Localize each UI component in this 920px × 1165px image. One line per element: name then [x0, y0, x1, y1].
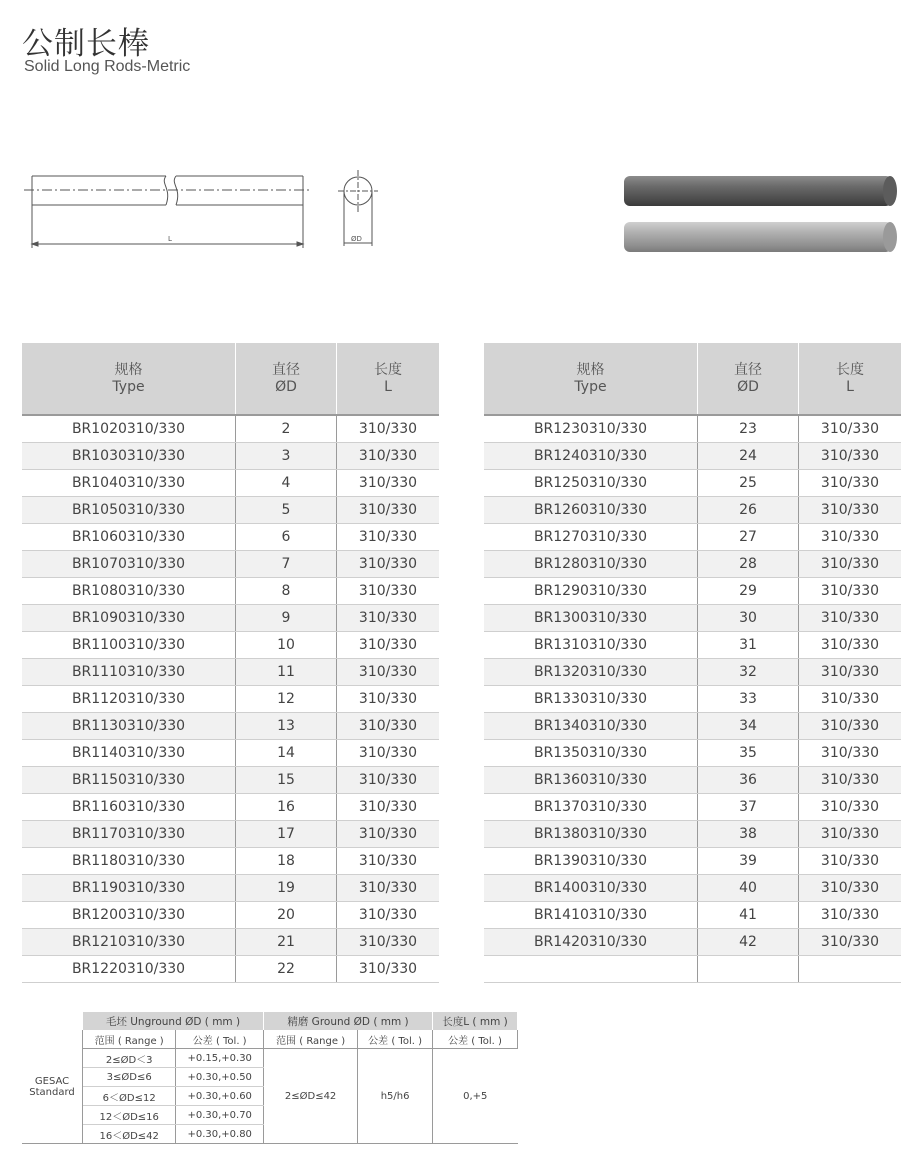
diameter-cell: 39	[698, 848, 799, 875]
type-cell: BR1180310/330	[22, 848, 236, 875]
length-cell	[799, 956, 902, 983]
diameter-cell: 31	[698, 632, 799, 659]
table-row	[22, 632, 439, 659]
unground-tol-cell: +0.30,+0.60	[176, 1087, 264, 1106]
length-cell: 310/330	[799, 470, 902, 497]
diameter-cell: 36	[698, 767, 799, 794]
table-row	[22, 659, 439, 686]
type-cell: BR1090310/330	[22, 605, 236, 632]
unground-tol-cell: +0.30,+0.50	[176, 1068, 264, 1087]
type-cell: BR1340310/330	[484, 713, 698, 740]
type-cell: BR1410310/330	[484, 902, 698, 929]
type-cell: BR1140310/330	[22, 740, 236, 767]
table-row	[22, 551, 439, 578]
tolerance-table	[22, 1012, 518, 1144]
diameter-cell: 6	[236, 524, 337, 551]
page-title: 公制长棒	[22, 26, 150, 62]
table-row	[484, 551, 901, 578]
diameter-cell: 24	[698, 443, 799, 470]
diameter-cell: 28	[698, 551, 799, 578]
header-type: 规格 Type	[484, 343, 698, 415]
diameter-cell: 38	[698, 821, 799, 848]
type-cell: BR1260310/330	[484, 497, 698, 524]
type-cell: BR1200310/330	[22, 902, 236, 929]
type-cell: BR1030310/330	[22, 443, 236, 470]
length-cell: 310/330	[337, 713, 440, 740]
header-type: 规格 Type	[22, 343, 236, 415]
table-row	[22, 470, 439, 497]
diameter-cell: 15	[236, 767, 337, 794]
unground-tol-cell: +0.15,+0.30	[176, 1049, 264, 1068]
unground-tol-cell: +0.30,+0.70	[176, 1106, 264, 1125]
type-cell: BR1120310/330	[22, 686, 236, 713]
tol-blank-cell	[22, 1012, 83, 1030]
diameter-cell: 12	[236, 686, 337, 713]
diameter-label: ØD	[351, 235, 362, 243]
length-cell: 310/330	[799, 713, 902, 740]
unground-range-cell: 6＜ØD≤12	[83, 1087, 176, 1106]
diameter-cell: 4	[236, 470, 337, 497]
ground-range-label: 范围 ( Range )	[264, 1030, 358, 1049]
diameter-cell: 29	[698, 578, 799, 605]
unground-range-cell: 3≤ØD≤6	[83, 1068, 176, 1087]
length-tol-label: 公差 ( Tol. )	[433, 1030, 518, 1049]
length-cell: 310/330	[799, 605, 902, 632]
diameter-cell: 35	[698, 740, 799, 767]
diameter-cell: 32	[698, 659, 799, 686]
diameter-cell: 5	[236, 497, 337, 524]
length-cell: 310/330	[799, 740, 902, 767]
table-row	[484, 821, 901, 848]
type-cell: BR1420310/330	[484, 929, 698, 956]
length-cell: 310/330	[799, 524, 902, 551]
length-cell: 310/330	[799, 929, 902, 956]
length-cell: 310/330	[799, 632, 902, 659]
diameter-cell: 30	[698, 605, 799, 632]
length-cell: 310/330	[799, 821, 902, 848]
length-cell: 310/330	[337, 740, 440, 767]
length-cell: 310/330	[799, 415, 902, 443]
length-cell: 310/330	[337, 578, 440, 605]
ground-tol-cell: h5/h6	[358, 1049, 433, 1144]
type-cell: BR1320310/330	[484, 659, 698, 686]
diameter-cell: 11	[236, 659, 337, 686]
table-row	[22, 794, 439, 821]
table-row	[484, 875, 901, 902]
diameter-cell: 41	[698, 902, 799, 929]
type-cell: BR1390310/330	[484, 848, 698, 875]
type-cell: BR1280310/330	[484, 551, 698, 578]
type-cell: BR1070310/330	[22, 551, 236, 578]
type-cell: BR1310310/330	[484, 632, 698, 659]
type-cell: BR1210310/330	[22, 929, 236, 956]
table-row	[484, 443, 901, 470]
table-row	[484, 686, 901, 713]
diameter-cell: 14	[236, 740, 337, 767]
diameter-cell: 34	[698, 713, 799, 740]
length-cell: 310/330	[799, 443, 902, 470]
table-row	[484, 794, 901, 821]
table-row	[484, 902, 901, 929]
table-row	[22, 605, 439, 632]
table-row	[484, 767, 901, 794]
table-row	[22, 497, 439, 524]
type-cell: BR1080310/330	[22, 578, 236, 605]
unground-range-label: 范围 ( Range )	[83, 1030, 176, 1049]
type-cell: BR1170310/330	[22, 821, 236, 848]
type-cell: BR1250310/330	[484, 470, 698, 497]
length-cell: 310/330	[337, 848, 440, 875]
table-row	[484, 415, 901, 443]
length-cell: 310/330	[337, 767, 440, 794]
table-row	[22, 956, 439, 983]
length-cell: 310/330	[337, 632, 440, 659]
table-row	[22, 821, 439, 848]
diameter-cell: 26	[698, 497, 799, 524]
rod-photo	[618, 168, 908, 258]
table-row	[22, 848, 439, 875]
unground-range-cell: 12＜ØD≤16	[83, 1106, 176, 1125]
table-row	[22, 686, 439, 713]
table-row	[22, 578, 439, 605]
type-cell: BR1290310/330	[484, 578, 698, 605]
type-cell: BR1220310/330	[22, 956, 236, 983]
length-cell: 310/330	[799, 551, 902, 578]
type-cell: BR1050310/330	[22, 497, 236, 524]
diameter-cell: 9	[236, 605, 337, 632]
spec-table-left	[22, 343, 439, 983]
header-diameter: 直径 ØD	[236, 343, 337, 415]
table-row	[22, 415, 439, 443]
table-row	[484, 524, 901, 551]
unground-range-cell: 16＜ØD≤42	[83, 1125, 176, 1144]
diameter-cell: 40	[698, 875, 799, 902]
length-cell: 310/330	[337, 902, 440, 929]
length-cell: 310/330	[337, 659, 440, 686]
type-cell: BR1270310/330	[484, 524, 698, 551]
length-cell: 310/330	[337, 524, 440, 551]
length-cell: 310/330	[337, 956, 440, 983]
diameter-cell: 22	[236, 956, 337, 983]
table-row	[22, 767, 439, 794]
diameter-cell: 13	[236, 713, 337, 740]
table-row	[484, 929, 901, 956]
table-row	[484, 578, 901, 605]
table-row	[484, 632, 901, 659]
header-length: 长度 L	[337, 343, 440, 415]
table-row	[22, 929, 439, 956]
type-cell: BR1190310/330	[22, 875, 236, 902]
unground-header: 毛坯 Unground ØD ( mm )	[83, 1012, 264, 1030]
type-cell	[484, 956, 698, 983]
type-cell: BR1040310/330	[22, 470, 236, 497]
table-row	[484, 848, 901, 875]
unground-tol-cell: +0.30,+0.80	[176, 1125, 264, 1144]
type-cell: BR1350310/330	[484, 740, 698, 767]
diameter-cell: 19	[236, 875, 337, 902]
type-cell: BR1020310/330	[22, 415, 236, 443]
diameter-cell: 33	[698, 686, 799, 713]
spec-table-right	[484, 343, 901, 983]
diameter-cell: 3	[236, 443, 337, 470]
ground-header: 精磨 Ground ØD ( mm )	[264, 1012, 433, 1030]
diameter-cell: 37	[698, 794, 799, 821]
table-row	[22, 443, 439, 470]
type-cell: BR1130310/330	[22, 713, 236, 740]
diameter-cell: 17	[236, 821, 337, 848]
diameter-cell: 7	[236, 551, 337, 578]
length-cell: 310/330	[337, 686, 440, 713]
rod-technical-drawing	[20, 160, 390, 255]
ground-tol-label: 公差 ( Tol. )	[358, 1030, 433, 1049]
length-cell: 310/330	[799, 578, 902, 605]
length-cell: 310/330	[799, 686, 902, 713]
table-row	[484, 659, 901, 686]
type-cell: BR1400310/330	[484, 875, 698, 902]
length-tol-cell: 0,+5	[433, 1049, 518, 1144]
length-cell: 310/330	[799, 902, 902, 929]
length-cell: 310/330	[337, 470, 440, 497]
diameter-cell: 2	[236, 415, 337, 443]
length-tol-header: 长度L ( mm )	[433, 1012, 518, 1030]
table-row	[22, 524, 439, 551]
length-cell: 310/330	[799, 875, 902, 902]
header-diameter: 直径 ØD	[698, 343, 799, 415]
table-row	[484, 470, 901, 497]
diameter-cell: 16	[236, 794, 337, 821]
length-cell: 310/330	[337, 605, 440, 632]
type-cell: BR1370310/330	[484, 794, 698, 821]
length-cell: 310/330	[799, 848, 902, 875]
type-cell: BR1230310/330	[484, 415, 698, 443]
length-cell: 310/330	[337, 497, 440, 524]
type-cell: BR1110310/330	[22, 659, 236, 686]
type-cell: BR1300310/330	[484, 605, 698, 632]
diameter-cell: 27	[698, 524, 799, 551]
table-row	[484, 497, 901, 524]
diameter-cell: 8	[236, 578, 337, 605]
table-row	[22, 740, 439, 767]
page-subtitle: Solid Long Rods-Metric	[24, 58, 191, 75]
unground-tol-label: 公差 ( Tol. )	[176, 1030, 264, 1049]
table-row	[484, 605, 901, 632]
type-cell: BR1330310/330	[484, 686, 698, 713]
diameter-cell: 18	[236, 848, 337, 875]
diameter-cell: 23	[698, 415, 799, 443]
type-cell: BR1360310/330	[484, 767, 698, 794]
type-cell: BR1160310/330	[22, 794, 236, 821]
type-cell: BR1100310/330	[22, 632, 236, 659]
length-cell: 310/330	[337, 551, 440, 578]
length-cell: 310/330	[799, 767, 902, 794]
unground-range-cell: 2≤ØD＜3	[83, 1049, 176, 1068]
length-cell: 310/330	[337, 794, 440, 821]
type-cell: BR1380310/330	[484, 821, 698, 848]
type-cell: BR1150310/330	[22, 767, 236, 794]
diameter-cell: 21	[236, 929, 337, 956]
diameter-cell: 42	[698, 929, 799, 956]
table-row	[484, 740, 901, 767]
length-cell: 310/330	[337, 443, 440, 470]
type-cell: BR1060310/330	[22, 524, 236, 551]
table-row	[484, 956, 901, 983]
table-row	[484, 713, 901, 740]
type-cell: BR1240310/330	[484, 443, 698, 470]
length-cell: 310/330	[337, 875, 440, 902]
standard-label: GESAC Standard	[22, 1030, 83, 1144]
table-row	[22, 713, 439, 740]
diameter-cell: 25	[698, 470, 799, 497]
length-label: L	[168, 235, 172, 243]
diameter-cell: 20	[236, 902, 337, 929]
length-cell: 310/330	[799, 497, 902, 524]
diameter-cell	[698, 956, 799, 983]
table-row	[22, 902, 439, 929]
length-cell: 310/330	[337, 821, 440, 848]
length-cell: 310/330	[799, 794, 902, 821]
length-cell: 310/330	[337, 929, 440, 956]
length-cell: 310/330	[799, 659, 902, 686]
length-cell: 310/330	[337, 415, 440, 443]
ground-range-cell: 2≤ØD≤42	[264, 1049, 358, 1144]
table-row	[22, 875, 439, 902]
header-length: 长度 L	[799, 343, 902, 415]
diameter-cell: 10	[236, 632, 337, 659]
